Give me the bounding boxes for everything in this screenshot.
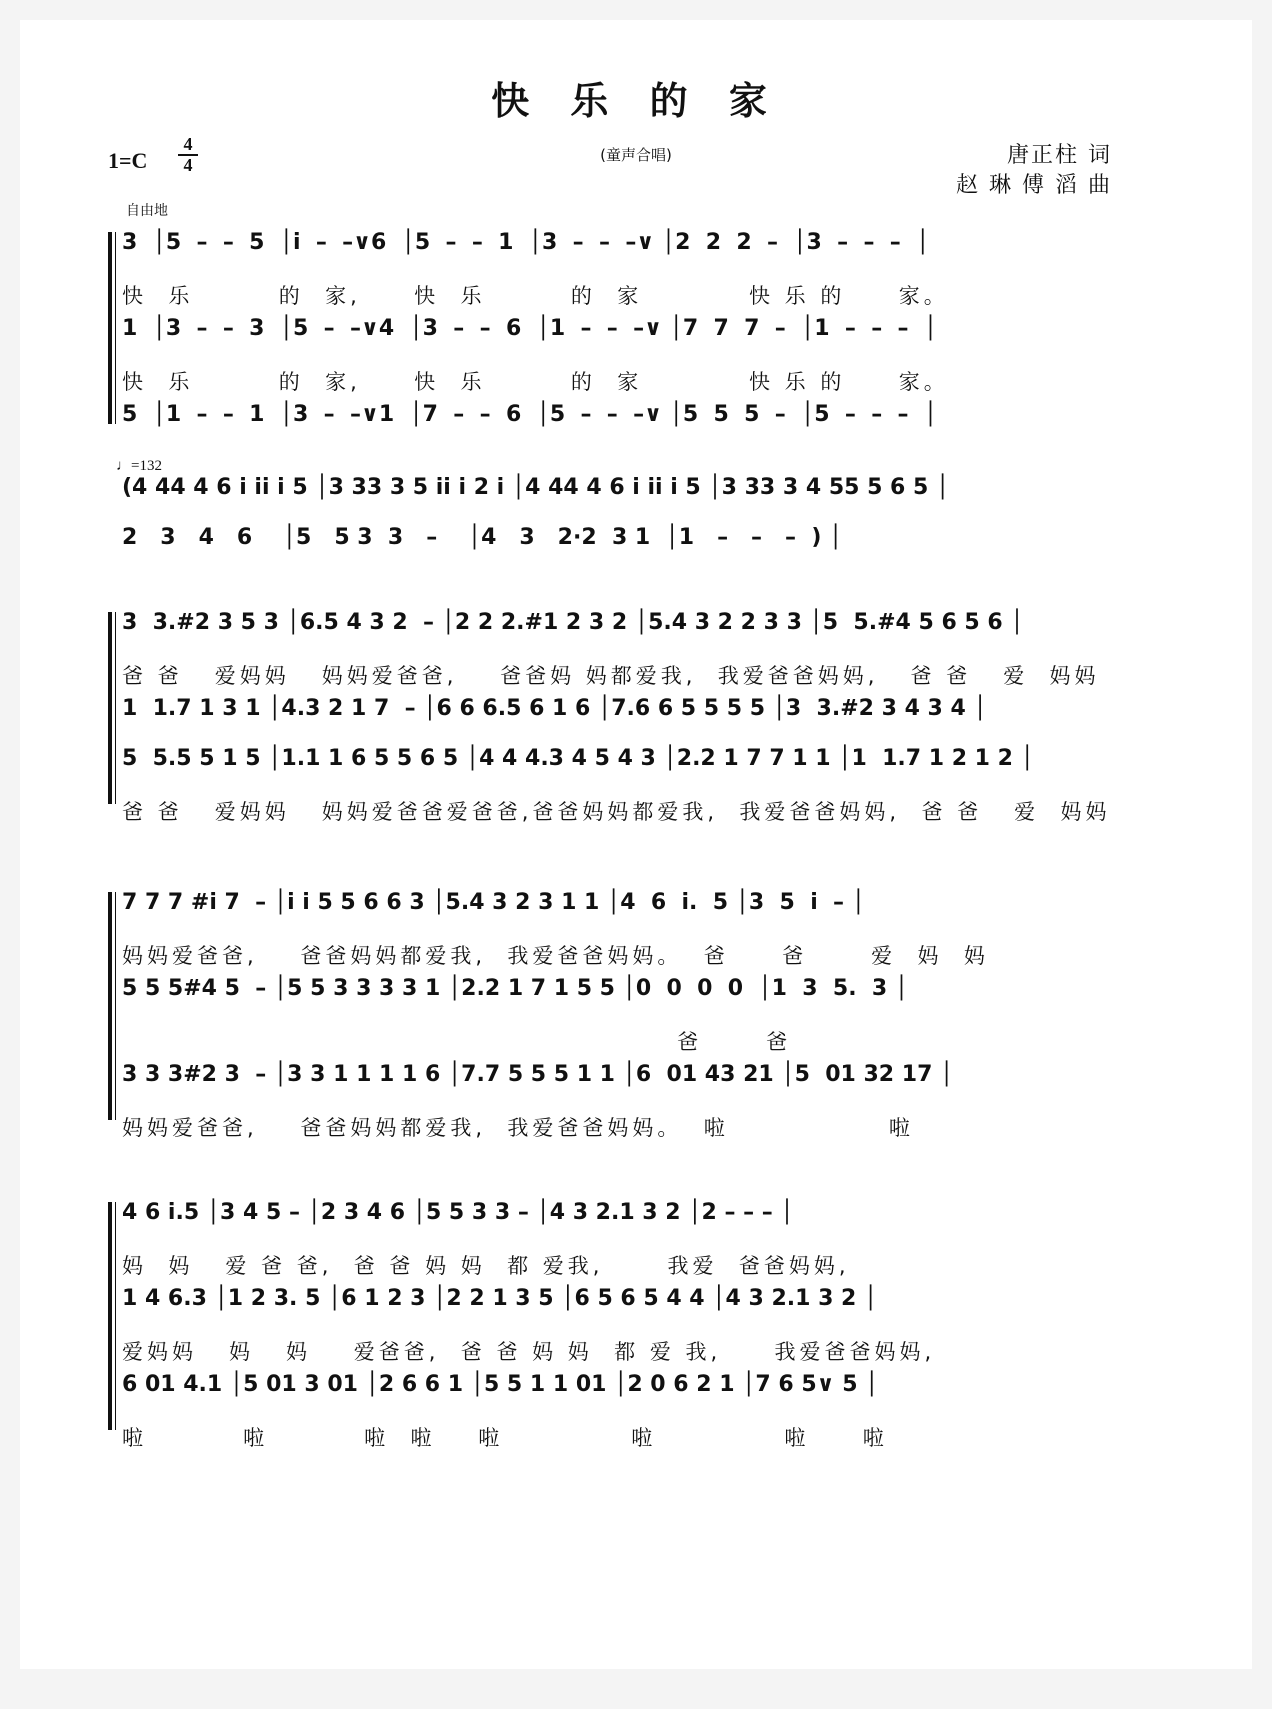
system-bracket — [108, 1202, 116, 1430]
notation-text: 6 01 4.1 │5 01 3 01 │2 6 6 1 │5 5 1 1 01 │2 0 6 2 1 │7 6 5∨ 5 │ — [122, 1372, 879, 1397]
subtitle: (童声合唱) — [600, 146, 672, 164]
notation-line — [122, 746, 1180, 796]
composer-credit: 赵 琳 傅 滔 曲 — [956, 173, 1112, 198]
lyric-text: 爸 爸 爱妈妈 妈妈爱爸爸爱爸爸,爸爸妈妈都爱我, 我爱爸爸妈妈, 爸 爸 爱 妈妈 — [122, 800, 1111, 824]
notation-text: 5 5.5 5 1 5 │1.1 1 6 5 5 6 5 │4 4 4.3 4 5 4 3 │2.2 1 7 7 1 1 │1 1.7 1 2 1 2 │ — [122, 746, 1034, 771]
score-page — [20, 20, 1252, 1669]
lyric-text: 爸 爸 — [122, 1030, 792, 1054]
notation-line — [122, 525, 1180, 575]
notation-text: 2 3 4 6 │5 5 3 3 – │4 3 2·2 3 1 │1 – – – ) │ — [122, 525, 843, 550]
notation-line — [122, 402, 1180, 452]
notation-line — [122, 1372, 1180, 1422]
notation-text: 3 │5 – – 5 │i – –∨6 │5 – – 1 │3 – – –∨ │2 2 2 – │3 – – – │ — [122, 230, 930, 255]
lyric-text: 快 乐 的 家, 快 乐 的 家 快 乐 的 家。 — [122, 284, 949, 308]
lyric-text: 爱妈妈 妈 妈 爱爸爸, 爸 爸 妈 妈 都 爱 我, 我爱爸爸妈妈, — [122, 1340, 936, 1364]
notation-text: 3 3 3#2 3 – │3 3 1 1 1 1 6 │7.7 5 5 5 1 1 │6 01 43 21 │5 01 32 17 │ — [122, 1062, 954, 1087]
lyric-text: 妈妈爱爸爸, 爸爸妈妈都爱我, 我爱爸爸妈妈。 啦 啦 — [122, 1116, 914, 1140]
song-title: 快 乐 的 家 — [491, 79, 781, 123]
notation-line — [122, 475, 1180, 525]
notation-text: 7 7 7 #i 7 – │i i 5 5 6 6 3 │5.4 3 2 3 1 1 │4 6 i. 5 │3 5 i – │ — [122, 890, 865, 915]
system-bracket — [108, 892, 116, 1120]
tempo-free: 自由地 — [126, 203, 168, 219]
notation-text: 3 3.#2 3 5 3 │6.5 4 3 2 – │2 2 2.#1 2 3 2 │5.4 3 2 2 3 3 │5 5.#4 5 6 5 6 │ — [122, 610, 1024, 635]
notation-text: 1 │3 – – 3 │5 – –∨4 │3 – – 6 │1 – – –∨ │7 7 7 – │1 – – – │ — [122, 316, 938, 341]
lyric-line — [122, 1422, 1180, 1472]
notation-line — [122, 1200, 1180, 1250]
notation-text: (4 44 4 6 i ii i 5 │3 33 3 5 ii i 2 i │4 44 4 6 i ii i 5 │3 33 3 4 55 5 6 5 │ — [122, 475, 950, 500]
lyric-line — [122, 1112, 1180, 1162]
notation-text: 1 1.7 1 3 1 │4.3 2 1 7 – │6 6 6.5 6 1 6 │7.6 6 5 5 5 5 │3 3.#2 3 4 3 4 │ — [122, 696, 987, 721]
lyric-line — [122, 796, 1180, 846]
lyric-text: 啦 啦 啦 啦 啦 啦 啦 啦 — [122, 1426, 888, 1450]
time-signature-top: 4 — [183, 134, 193, 154]
lyricist-credit: 唐正柱 词 — [1007, 143, 1112, 168]
notation-text: 4 6 i.5 │3 4 5 – │2 3 4 6 │5 5 3 3 – │4 3 2.1 3 2 │2 – – – │ — [122, 1200, 794, 1225]
notation-line — [122, 316, 1180, 366]
notation-line — [122, 1286, 1180, 1336]
lyric-text: 爸 爸 爱妈妈 妈妈爱爸爸, 爸爸妈 妈都爱我, 我爱爸爸妈妈, 爸 爸 爱 妈妈 — [122, 664, 1100, 688]
lyric-text: 妈妈爱爸爸, 爸爸妈妈都爱我, 我爱爸爸妈妈。 爸 爸 爱 妈 妈 — [122, 944, 989, 968]
notation-line — [122, 1062, 1180, 1112]
notation-text: 1 4 6.3 │1 2 3. 5 │6 1 2 3 │2 2 1 3 5 │6 5 6 5 4 4 │4 3 2.1 3 2 │ — [122, 1286, 878, 1311]
system-bracket — [108, 232, 116, 424]
notation-line — [122, 890, 1180, 940]
notation-line — [122, 976, 1180, 1026]
notation-line — [122, 696, 1180, 746]
tempo-metronome: ♩=132 — [116, 458, 162, 474]
notation-line — [122, 610, 1180, 660]
time-signature-bottom: 4 — [178, 154, 198, 175]
notation-text: 5 │1 – – 1 │3 – –∨1 │7 – – 6 │5 – – –∨ │5 5 5 – │5 – – – │ — [122, 402, 938, 427]
notation-line — [122, 230, 1180, 280]
notation-text: 5 5 5#4 5 – │5 5 3 3 3 3 1 │2.2 1 7 1 5 5 │0 0 0 0 │1 3 5. 3 │ — [122, 976, 909, 1001]
system-bracket — [108, 612, 116, 804]
lyric-text: 快 乐 的 家, 快 乐 的 家 快 乐 的 家。 — [122, 370, 949, 394]
lyric-text: 妈 妈 爱 爸 爸, 爸 爸 妈 妈 都 爱我, 我爱 爸爸妈妈, — [122, 1254, 850, 1278]
key-signature: 1=C — [108, 148, 148, 173]
